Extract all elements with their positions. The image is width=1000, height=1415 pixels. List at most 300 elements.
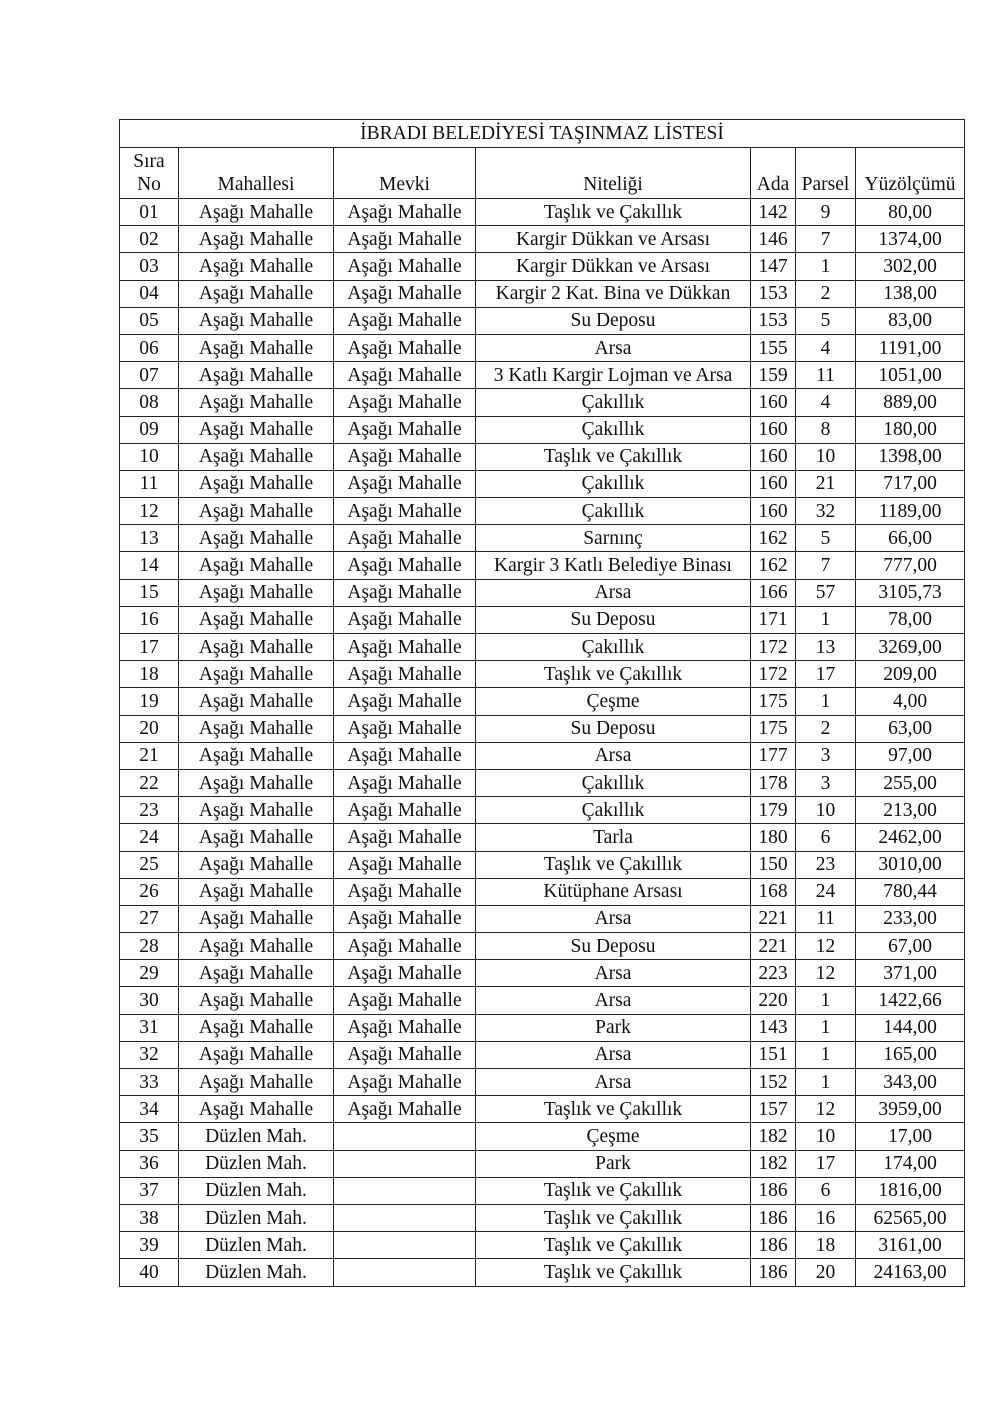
cell-sira-no: 18 xyxy=(120,661,179,688)
cell-niteligi: Çakıllık xyxy=(476,634,751,661)
cell-parsel: 1 xyxy=(796,1041,856,1068)
cell-mahallesi: Aşağı Mahalle xyxy=(179,715,334,742)
cell-yuzolcumu: 302,00 xyxy=(856,253,965,280)
cell-niteligi: Arsa xyxy=(476,987,751,1014)
cell-parsel: 8 xyxy=(796,416,856,443)
cell-ada: 180 xyxy=(751,824,796,851)
cell-sira-no: 36 xyxy=(120,1150,179,1177)
cell-mevki: Aşağı Mahalle xyxy=(334,851,476,878)
cell-mevki xyxy=(334,1177,476,1204)
cell-ada: 220 xyxy=(751,987,796,1014)
cell-mahallesi: Düzlen Mah. xyxy=(179,1259,334,1286)
cell-mahallesi: Aşağı Mahalle xyxy=(179,661,334,688)
cell-ada: 168 xyxy=(751,878,796,905)
cell-ada: 186 xyxy=(751,1232,796,1259)
cell-parsel: 23 xyxy=(796,851,856,878)
cell-ada: 160 xyxy=(751,470,796,497)
column-header-ada: Ada xyxy=(751,148,796,199)
cell-yuzolcumu: 343,00 xyxy=(856,1069,965,1096)
cell-ada: 177 xyxy=(751,742,796,769)
cell-sira-no: 02 xyxy=(120,226,179,253)
cell-sira-no: 23 xyxy=(120,797,179,824)
cell-parsel: 2 xyxy=(796,715,856,742)
cell-parsel: 7 xyxy=(796,226,856,253)
cell-yuzolcumu: 213,00 xyxy=(856,797,965,824)
cell-mevki: Aşağı Mahalle xyxy=(334,552,476,579)
cell-niteligi: Çeşme xyxy=(476,1123,751,1150)
cell-mahallesi: Aşağı Mahalle xyxy=(179,606,334,633)
cell-parsel: 20 xyxy=(796,1259,856,1286)
cell-niteligi: Taşlık ve Çakıllık xyxy=(476,1232,751,1259)
cell-mahallesi: Düzlen Mah. xyxy=(179,1123,334,1150)
cell-niteligi: Arsa xyxy=(476,905,751,932)
cell-sira-no: 39 xyxy=(120,1232,179,1259)
cell-mahallesi: Aşağı Mahalle xyxy=(179,280,334,307)
table-row xyxy=(120,1096,965,1123)
cell-parsel: 6 xyxy=(796,1177,856,1204)
cell-mahallesi: Aşağı Mahalle xyxy=(179,552,334,579)
cell-sira-no: 21 xyxy=(120,742,179,769)
cell-mahallesi: Düzlen Mah. xyxy=(179,1204,334,1231)
cell-sira-no: 24 xyxy=(120,824,179,851)
cell-mevki: Aşağı Mahalle xyxy=(334,1014,476,1041)
cell-mevki: Aşağı Mahalle xyxy=(334,606,476,633)
column-header-parsel: Parsel xyxy=(796,148,856,199)
cell-mahallesi: Aşağı Mahalle xyxy=(179,960,334,987)
cell-parsel: 17 xyxy=(796,1150,856,1177)
cell-ada: 142 xyxy=(751,199,796,226)
cell-sira-no: 17 xyxy=(120,634,179,661)
table-row xyxy=(120,905,965,932)
property-list-table xyxy=(119,119,965,1287)
cell-yuzolcumu: 371,00 xyxy=(856,960,965,987)
table-row xyxy=(120,334,965,361)
cell-sira-no: 28 xyxy=(120,933,179,960)
cell-parsel: 11 xyxy=(796,362,856,389)
cell-yuzolcumu: 3269,00 xyxy=(856,634,965,661)
cell-mevki: Aşağı Mahalle xyxy=(334,334,476,361)
table-row xyxy=(120,1259,965,1286)
cell-ada: 147 xyxy=(751,253,796,280)
cell-mevki: Aşağı Mahalle xyxy=(334,1041,476,1068)
table-row xyxy=(120,470,965,497)
cell-yuzolcumu: 1398,00 xyxy=(856,443,965,470)
cell-sira-no: 32 xyxy=(120,1041,179,1068)
cell-parsel: 5 xyxy=(796,307,856,334)
cell-niteligi: Kargir 2 Kat. Bina ve Dükkan xyxy=(476,280,751,307)
cell-ada: 223 xyxy=(751,960,796,987)
cell-mevki xyxy=(334,1259,476,1286)
cell-yuzolcumu: 3959,00 xyxy=(856,1096,965,1123)
cell-yuzolcumu: 83,00 xyxy=(856,307,965,334)
cell-mevki: Aşağı Mahalle xyxy=(334,307,476,334)
cell-mahallesi: Aşağı Mahalle xyxy=(179,199,334,226)
cell-mevki: Aşağı Mahalle xyxy=(334,878,476,905)
column-header-niteligi: Niteliği xyxy=(476,148,751,199)
cell-yuzolcumu: 66,00 xyxy=(856,525,965,552)
table-row xyxy=(120,1150,965,1177)
cell-ada: 166 xyxy=(751,579,796,606)
cell-ada: 159 xyxy=(751,362,796,389)
cell-mevki: Aşağı Mahalle xyxy=(334,498,476,525)
cell-niteligi: Kargir Dükkan ve Arsası xyxy=(476,253,751,280)
table-row xyxy=(120,824,965,851)
cell-niteligi: Çakıllık xyxy=(476,498,751,525)
cell-mahallesi: Aşağı Mahalle xyxy=(179,579,334,606)
cell-mahallesi: Aşağı Mahalle xyxy=(179,878,334,905)
cell-niteligi: Su Deposu xyxy=(476,307,751,334)
table-row xyxy=(120,769,965,796)
column-header-mahallesi: Mahallesi xyxy=(179,148,334,199)
cell-parsel: 57 xyxy=(796,579,856,606)
cell-mevki: Aşağı Mahalle xyxy=(334,470,476,497)
cell-niteligi: Çakıllık xyxy=(476,797,751,824)
cell-niteligi: Tarla xyxy=(476,824,751,851)
cell-sira-no: 34 xyxy=(120,1096,179,1123)
cell-yuzolcumu: 889,00 xyxy=(856,389,965,416)
cell-mahallesi: Aşağı Mahalle xyxy=(179,797,334,824)
cell-mahallesi: Aşağı Mahalle xyxy=(179,307,334,334)
table-row xyxy=(120,797,965,824)
cell-niteligi: Taşlık ve Çakıllık xyxy=(476,661,751,688)
cell-mahallesi: Düzlen Mah. xyxy=(179,1177,334,1204)
cell-sira-no: 03 xyxy=(120,253,179,280)
cell-sira-no: 01 xyxy=(120,199,179,226)
cell-yuzolcumu: 1189,00 xyxy=(856,498,965,525)
cell-niteligi: Kargir Dükkan ve Arsası xyxy=(476,226,751,253)
cell-ada: 221 xyxy=(751,905,796,932)
table-row xyxy=(120,525,965,552)
cell-parsel: 13 xyxy=(796,634,856,661)
cell-mevki: Aşağı Mahalle xyxy=(334,905,476,932)
cell-mevki: Aşağı Mahalle xyxy=(334,199,476,226)
cell-mevki xyxy=(334,1150,476,1177)
table-row xyxy=(120,688,965,715)
cell-sira-no: 12 xyxy=(120,498,179,525)
cell-parsel: 10 xyxy=(796,443,856,470)
cell-mahallesi: Aşağı Mahalle xyxy=(179,416,334,443)
cell-parsel: 18 xyxy=(796,1232,856,1259)
column-header-sira: Sıra xyxy=(133,151,165,172)
cell-mahallesi: Aşağı Mahalle xyxy=(179,1041,334,1068)
cell-mevki xyxy=(334,1204,476,1231)
cell-niteligi: Arsa xyxy=(476,334,751,361)
cell-ada: 146 xyxy=(751,226,796,253)
cell-ada: 186 xyxy=(751,1259,796,1286)
table-row xyxy=(120,1014,965,1041)
cell-mevki: Aşağı Mahalle xyxy=(334,1096,476,1123)
cell-sira-no: 13 xyxy=(120,525,179,552)
cell-ada: 162 xyxy=(751,525,796,552)
cell-niteligi: Çeşme xyxy=(476,688,751,715)
cell-mevki: Aşağı Mahalle xyxy=(334,525,476,552)
cell-yuzolcumu: 63,00 xyxy=(856,715,965,742)
cell-sira-no: 40 xyxy=(120,1259,179,1286)
cell-sira-no: 15 xyxy=(120,579,179,606)
cell-mahallesi: Aşağı Mahalle xyxy=(179,1096,334,1123)
cell-niteligi: Su Deposu xyxy=(476,933,751,960)
cell-mahallesi: Aşağı Mahalle xyxy=(179,443,334,470)
cell-ada: 151 xyxy=(751,1041,796,1068)
cell-mevki: Aşağı Mahalle xyxy=(334,688,476,715)
column-header-yuzolcumu: Yüzölçümü xyxy=(856,148,965,199)
cell-ada: 182 xyxy=(751,1123,796,1150)
table-row xyxy=(120,634,965,661)
cell-yuzolcumu: 717,00 xyxy=(856,470,965,497)
table-row xyxy=(120,987,965,1014)
cell-mevki: Aşağı Mahalle xyxy=(334,797,476,824)
cell-ada: 172 xyxy=(751,661,796,688)
cell-yuzolcumu: 255,00 xyxy=(856,769,965,796)
cell-yuzolcumu: 3010,00 xyxy=(856,851,965,878)
cell-mahallesi: Aşağı Mahalle xyxy=(179,334,334,361)
cell-parsel: 21 xyxy=(796,470,856,497)
cell-yuzolcumu: 1374,00 xyxy=(856,226,965,253)
cell-niteligi: Arsa xyxy=(476,1041,751,1068)
cell-mahallesi: Aşağı Mahalle xyxy=(179,634,334,661)
cell-mevki: Aşağı Mahalle xyxy=(334,389,476,416)
cell-parsel: 4 xyxy=(796,334,856,361)
cell-mahallesi: Aşağı Mahalle xyxy=(179,769,334,796)
table-row xyxy=(120,606,965,633)
cell-mahallesi: Aşağı Mahalle xyxy=(179,987,334,1014)
cell-parsel: 32 xyxy=(796,498,856,525)
cell-sira-no: 26 xyxy=(120,878,179,905)
cell-ada: 186 xyxy=(751,1177,796,1204)
cell-niteligi: Arsa xyxy=(476,579,751,606)
cell-niteligi: Kütüphane Arsası xyxy=(476,878,751,905)
cell-mevki: Aşağı Mahalle xyxy=(334,226,476,253)
cell-yuzolcumu: 1816,00 xyxy=(856,1177,965,1204)
cell-yuzolcumu: 67,00 xyxy=(856,933,965,960)
cell-yuzolcumu: 777,00 xyxy=(856,552,965,579)
table-row xyxy=(120,851,965,878)
cell-sira-no: 22 xyxy=(120,769,179,796)
cell-sira-no: 07 xyxy=(120,362,179,389)
cell-niteligi: Taşlık ve Çakıllık xyxy=(476,1204,751,1231)
cell-sira-no: 10 xyxy=(120,443,179,470)
table-row xyxy=(120,1177,965,1204)
cell-sira-no: 05 xyxy=(120,307,179,334)
cell-sira-no: 14 xyxy=(120,552,179,579)
cell-mahallesi: Aşağı Mahalle xyxy=(179,1069,334,1096)
cell-mahallesi: Aşağı Mahalle xyxy=(179,1014,334,1041)
cell-parsel: 24 xyxy=(796,878,856,905)
cell-parsel: 9 xyxy=(796,199,856,226)
cell-mevki: Aşağı Mahalle xyxy=(334,579,476,606)
cell-mahallesi: Aşağı Mahalle xyxy=(179,851,334,878)
cell-parsel: 10 xyxy=(796,1123,856,1150)
cell-niteligi: Arsa xyxy=(476,742,751,769)
cell-sira-no: 08 xyxy=(120,389,179,416)
cell-yuzolcumu: 2462,00 xyxy=(856,824,965,851)
cell-mahallesi: Düzlen Mah. xyxy=(179,1150,334,1177)
cell-yuzolcumu: 4,00 xyxy=(856,688,965,715)
cell-mahallesi: Aşağı Mahalle xyxy=(179,389,334,416)
cell-ada: 160 xyxy=(751,498,796,525)
cell-parsel: 1 xyxy=(796,987,856,1014)
cell-mevki: Aşağı Mahalle xyxy=(334,416,476,443)
cell-ada: 186 xyxy=(751,1204,796,1231)
cell-niteligi: Park xyxy=(476,1150,751,1177)
cell-yuzolcumu: 80,00 xyxy=(856,199,965,226)
cell-mahallesi: Aşağı Mahalle xyxy=(179,498,334,525)
cell-niteligi: Taşlık ve Çakıllık xyxy=(476,1096,751,1123)
cell-yuzolcumu: 780,44 xyxy=(856,878,965,905)
cell-parsel: 11 xyxy=(796,905,856,932)
table-row xyxy=(120,280,965,307)
cell-mahallesi: Aşağı Mahalle xyxy=(179,226,334,253)
cell-yuzolcumu: 144,00 xyxy=(856,1014,965,1041)
cell-yuzolcumu: 1051,00 xyxy=(856,362,965,389)
cell-ada: 157 xyxy=(751,1096,796,1123)
cell-yuzolcumu: 97,00 xyxy=(856,742,965,769)
cell-mevki: Aşağı Mahalle xyxy=(334,253,476,280)
table-row xyxy=(120,552,965,579)
table-row xyxy=(120,1204,965,1231)
cell-ada: 171 xyxy=(751,606,796,633)
cell-ada: 160 xyxy=(751,416,796,443)
column-header-no: No xyxy=(137,174,161,195)
cell-sira-no: 38 xyxy=(120,1204,179,1231)
cell-mevki: Aşağı Mahalle xyxy=(334,634,476,661)
cell-yuzolcumu: 1422,66 xyxy=(856,987,965,1014)
cell-parsel: 2 xyxy=(796,280,856,307)
cell-mevki: Aşağı Mahalle xyxy=(334,362,476,389)
cell-mevki: Aşağı Mahalle xyxy=(334,933,476,960)
cell-parsel: 16 xyxy=(796,1204,856,1231)
cell-mahallesi: Aşağı Mahalle xyxy=(179,742,334,769)
cell-niteligi: Çakıllık xyxy=(476,389,751,416)
cell-parsel: 12 xyxy=(796,1096,856,1123)
table-row xyxy=(120,498,965,525)
cell-mahallesi: Aşağı Mahalle xyxy=(179,362,334,389)
cell-sira-no: 37 xyxy=(120,1177,179,1204)
cell-ada: 172 xyxy=(751,634,796,661)
cell-yuzolcumu: 17,00 xyxy=(856,1123,965,1150)
table-header-row xyxy=(120,148,965,199)
table-row xyxy=(120,443,965,470)
table-row xyxy=(120,1069,965,1096)
table-row xyxy=(120,389,965,416)
cell-mevki xyxy=(334,1232,476,1259)
cell-sira-no: 20 xyxy=(120,715,179,742)
cell-sira-no: 16 xyxy=(120,606,179,633)
cell-mevki: Aşağı Mahalle xyxy=(334,280,476,307)
table-row xyxy=(120,253,965,280)
cell-mevki: Aşağı Mahalle xyxy=(334,443,476,470)
cell-mevki: Aşağı Mahalle xyxy=(334,661,476,688)
cell-niteligi: Taşlık ve Çakıllık xyxy=(476,851,751,878)
cell-yuzolcumu: 24163,00 xyxy=(856,1259,965,1286)
cell-ada: 182 xyxy=(751,1150,796,1177)
table-row xyxy=(120,1123,965,1150)
cell-yuzolcumu: 78,00 xyxy=(856,606,965,633)
table-row xyxy=(120,715,965,742)
cell-niteligi: Taşlık ve Çakıllık xyxy=(476,1259,751,1286)
cell-niteligi: Taşlık ve Çakıllık xyxy=(476,199,751,226)
cell-yuzolcumu: 3161,00 xyxy=(856,1232,965,1259)
cell-mevki: Aşağı Mahalle xyxy=(334,987,476,1014)
column-header-sira-no xyxy=(120,148,179,199)
table-row xyxy=(120,878,965,905)
cell-parsel: 12 xyxy=(796,960,856,987)
cell-parsel: 3 xyxy=(796,742,856,769)
cell-ada: 175 xyxy=(751,715,796,742)
cell-sira-no: 30 xyxy=(120,987,179,1014)
cell-yuzolcumu: 233,00 xyxy=(856,905,965,932)
cell-niteligi: Park xyxy=(476,1014,751,1041)
cell-niteligi: Çakıllık xyxy=(476,769,751,796)
cell-parsel: 1 xyxy=(796,1069,856,1096)
cell-parsel: 10 xyxy=(796,797,856,824)
cell-yuzolcumu: 1191,00 xyxy=(856,334,965,361)
cell-parsel: 1 xyxy=(796,1014,856,1041)
cell-sira-no: 27 xyxy=(120,905,179,932)
cell-ada: 143 xyxy=(751,1014,796,1041)
table-row xyxy=(120,362,965,389)
cell-mahallesi: Aşağı Mahalle xyxy=(179,470,334,497)
column-header-mevki: Mevki xyxy=(334,148,476,199)
cell-yuzolcumu: 3105,73 xyxy=(856,579,965,606)
cell-sira-no: 19 xyxy=(120,688,179,715)
cell-mevki: Aşağı Mahalle xyxy=(334,715,476,742)
cell-sira-no: 25 xyxy=(120,851,179,878)
table-row xyxy=(120,226,965,253)
cell-parsel: 6 xyxy=(796,824,856,851)
cell-ada: 153 xyxy=(751,307,796,334)
cell-niteligi: Sarnınç xyxy=(476,525,751,552)
cell-niteligi: Su Deposu xyxy=(476,715,751,742)
cell-ada: 221 xyxy=(751,933,796,960)
table-row xyxy=(120,579,965,606)
cell-ada: 152 xyxy=(751,1069,796,1096)
cell-sira-no: 33 xyxy=(120,1069,179,1096)
table-row xyxy=(120,742,965,769)
table-row xyxy=(120,199,965,226)
cell-niteligi: Taşlık ve Çakıllık xyxy=(476,1177,751,1204)
cell-parsel: 1 xyxy=(796,253,856,280)
table-title: İBRADI BELEDİYESİ TAŞINMAZ LİSTESİ xyxy=(120,120,965,148)
cell-mevki: Aşağı Mahalle xyxy=(334,960,476,987)
cell-ada: 160 xyxy=(751,443,796,470)
cell-niteligi: Su Deposu xyxy=(476,606,751,633)
cell-mevki xyxy=(334,1123,476,1150)
cell-yuzolcumu: 165,00 xyxy=(856,1041,965,1068)
table-row xyxy=(120,416,965,443)
cell-sira-no: 06 xyxy=(120,334,179,361)
table-row xyxy=(120,933,965,960)
cell-parsel: 5 xyxy=(796,525,856,552)
cell-niteligi: Çakıllık xyxy=(476,470,751,497)
cell-mahallesi: Aşağı Mahalle xyxy=(179,905,334,932)
cell-mevki: Aşağı Mahalle xyxy=(334,742,476,769)
cell-sira-no: 09 xyxy=(120,416,179,443)
table-title-row xyxy=(120,120,965,148)
cell-mevki: Aşağı Mahalle xyxy=(334,824,476,851)
cell-parsel: 3 xyxy=(796,769,856,796)
cell-yuzolcumu: 174,00 xyxy=(856,1150,965,1177)
cell-yuzolcumu: 209,00 xyxy=(856,661,965,688)
table-row xyxy=(120,307,965,334)
cell-ada: 153 xyxy=(751,280,796,307)
cell-yuzolcumu: 180,00 xyxy=(856,416,965,443)
cell-yuzolcumu: 62565,00 xyxy=(856,1204,965,1231)
cell-ada: 179 xyxy=(751,797,796,824)
cell-parsel: 4 xyxy=(796,389,856,416)
cell-sira-no: 31 xyxy=(120,1014,179,1041)
cell-ada: 178 xyxy=(751,769,796,796)
